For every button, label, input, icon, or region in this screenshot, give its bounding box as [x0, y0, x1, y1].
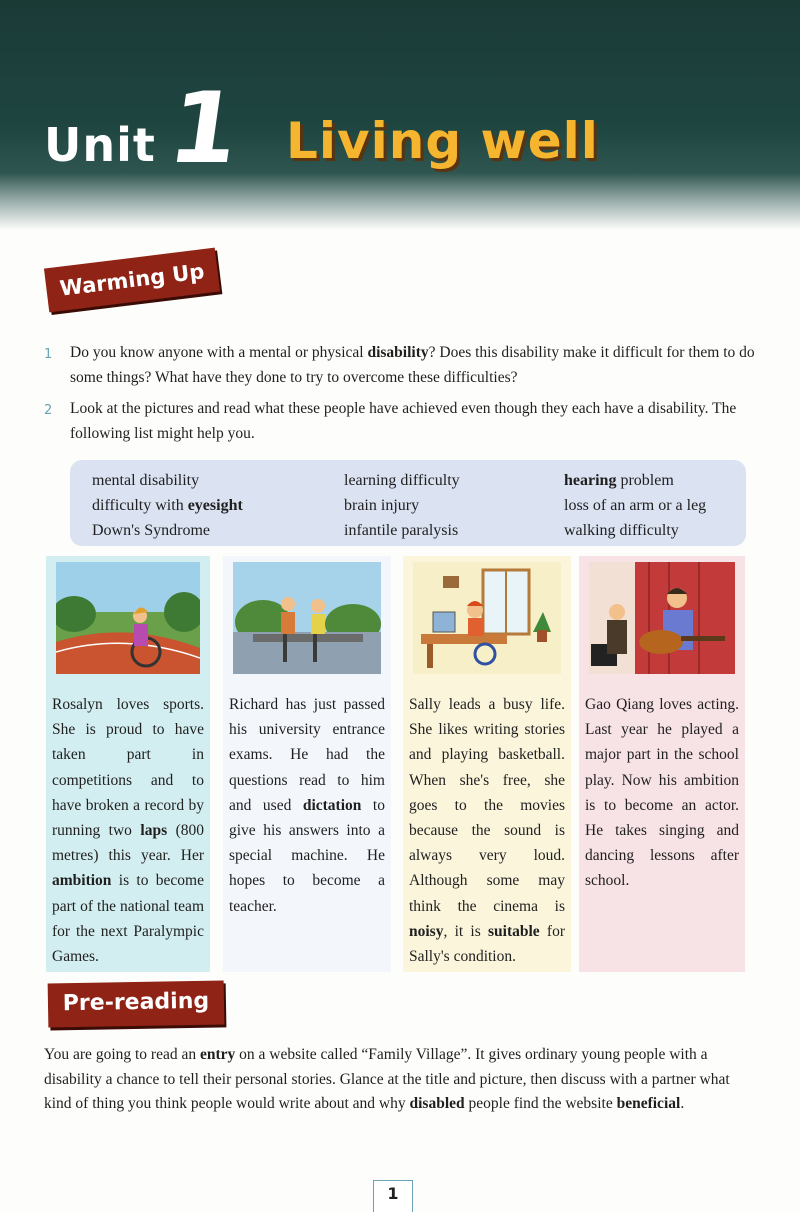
- computer-desk-illustration: [413, 562, 561, 674]
- question-1: [44, 340, 756, 390]
- warming-up-questions: [44, 340, 756, 452]
- person-card-richard: [223, 556, 391, 972]
- question-2: [44, 396, 756, 446]
- person-text-rosalyn: Rosalyn loves sports. She is proud to have taken part in competitions and to have broken a record by running two laps (800 metres) this year. Her ambition is to become part of the national team for the next Paralympic Games.: [52, 696, 205, 966]
- warming-up-banner: Warming Up: [44, 248, 220, 313]
- park-bench-illustration: [233, 562, 381, 674]
- person-text-sally: Sally leads a busy life. She likes writing stories and playing basketball. When she's free, she goes to the movies because the sound is always very loud. Although some may think the cinema is noisy, it is suitable for Sally's condition.: [409, 696, 565, 966]
- unit-header: [0, 0, 800, 230]
- vocabulary-box: [70, 460, 746, 546]
- vocab-column-1: mental disability difficulty with eyesight Down's Syndrome: [92, 472, 243, 539]
- question-number: 2: [44, 403, 53, 418]
- pre-reading-banner: Pre-reading: [48, 980, 225, 1027]
- person-card-rosalyn: [46, 556, 210, 972]
- person-text-gao-qiang: Gao Qiang loves acting. Last year he played a major part in the school play. Now his ambition is to become an actor. He takes singing and dancing lessons after school.: [585, 696, 739, 890]
- question-number: 1: [44, 347, 53, 362]
- page-number: 1: [373, 1180, 413, 1212]
- unit-label: Unit: [44, 118, 156, 172]
- pre-reading-text: You are going to read an entry on a website called “Family Village”. It gives ordinary young people with a disability a chance to tell their personal stories. Glance at the title and picture, then discuss with a partner what kind of thing you think people would write about and why disabled people find the website beneficial.: [44, 1046, 730, 1112]
- unit-number: 1: [161, 72, 247, 186]
- person-card-gao-qiang: [579, 556, 745, 972]
- person-card-sally: [403, 556, 571, 972]
- question-text: Do you know anyone with a mental or physical disability? Does this disability make it difficult for them to do some things? What have they done to try to overcome these difficulties?: [70, 344, 755, 386]
- vocab-column-2: learning difficulty brain injury infantile paralysis: [344, 472, 460, 539]
- guitar-player-illustration: [589, 562, 735, 674]
- question-text: Look at the pictures and read what these people have achieved even though they each have a disability. The following list might help you.: [70, 400, 737, 442]
- unit-title: Living well: [286, 112, 599, 170]
- person-text-richard: Richard has just passed his university entrance exams. He had the questions read to him and used dictation to give his answers into a special machine. He hopes to become a teacher.: [229, 696, 385, 915]
- vocab-column-3: hearing problem loss of an arm or a leg walking difficulty: [564, 472, 707, 539]
- wheelchair-racer-illustration: [56, 562, 200, 674]
